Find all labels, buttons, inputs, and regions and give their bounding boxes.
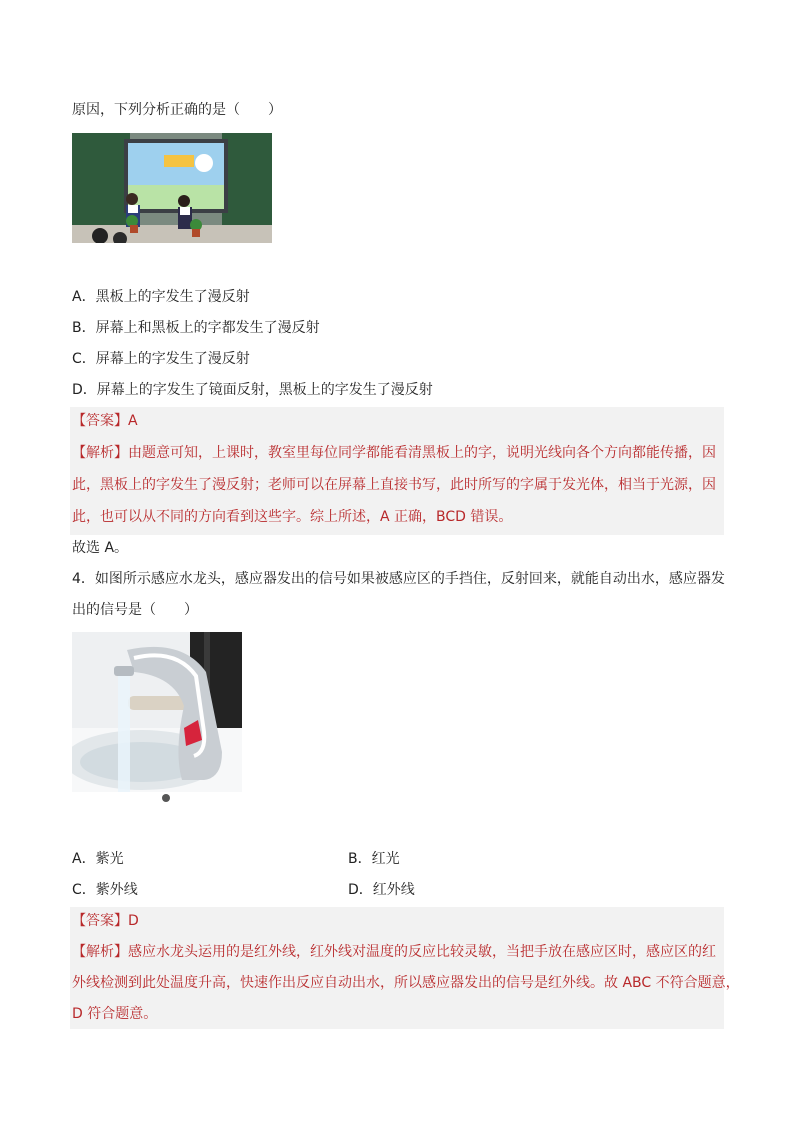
q3-analysis-line-3: 此，也可以从不同的方向看到这些字。综上所述，A 正确，BCD 错误。 (72, 509, 513, 525)
q4-option-d: D．红外线 (348, 882, 415, 898)
q4-option-b: B．红光 (348, 851, 400, 867)
answer-tag: 【答案】 (72, 413, 128, 429)
q4-answer (72, 911, 139, 931)
q4-option-a: A．紫光 (72, 851, 124, 867)
q3-analysis-line-2: 此，黑板上的字发生了漫反射；老师可以在屏幕上直接书写，此时所写的字属于发光体，相当于光源，因 (72, 477, 716, 493)
q4-stem-line-2: 出的信号是（ ） (72, 602, 198, 618)
q3-analysis-line-1: 【解析】由题意可知，上课时，教室里每位同学都能看清黑板上的字，说明光线向各个方向都能传播，因 (72, 445, 716, 461)
answer-tag: 【答案】 (72, 913, 128, 929)
analysis-tag: 【解析】 (72, 944, 128, 960)
question-3-stem-tail: 原因，下列分析正确的是（ ） (72, 102, 282, 118)
sensor-faucet-photo (72, 632, 242, 804)
q4-option-c: C．紫外线 (72, 882, 138, 898)
q4-analysis-line-1: 【解析】感应水龙头运用的是红外线，红外线对温度的反应比较灵敏，当把手放在感应区时，感应区的红 (72, 944, 716, 960)
q4-analysis-line-3: D 符合题意。 (72, 1006, 158, 1022)
q4-answer-panel (70, 907, 724, 1029)
q3-option-c: C．屏幕上的字发生了漫反射 (72, 351, 250, 367)
answer-value: D (128, 913, 139, 929)
q4-analysis-line-2: 外线检测到此处温度升高，快速作出反应自动出水，所以感应器发出的信号是红外线。故 ABC 不符合题意， (72, 975, 740, 991)
q3-option-d: D．屏幕上的字发生了镜面反射，黑板上的字发生了漫反射 (72, 382, 433, 398)
classroom-photo (72, 133, 272, 243)
q3-option-b: B．屏幕上和黑板上的字都发生了漫反射 (72, 320, 320, 336)
q3-conclusion: 故选 A。 (72, 540, 129, 556)
q4-stem-line-1: 4．如图所示感应水龙头，感应器发出的信号如果被感应区的手挡住，反射回来，就能自动出水，感应器发 (72, 571, 725, 587)
q3-answer (72, 411, 138, 431)
analysis-tag: 【解析】 (72, 445, 128, 461)
q3-option-a: A．黑板上的字发生了漫反射 (72, 289, 250, 305)
answer-value: A (128, 413, 138, 429)
